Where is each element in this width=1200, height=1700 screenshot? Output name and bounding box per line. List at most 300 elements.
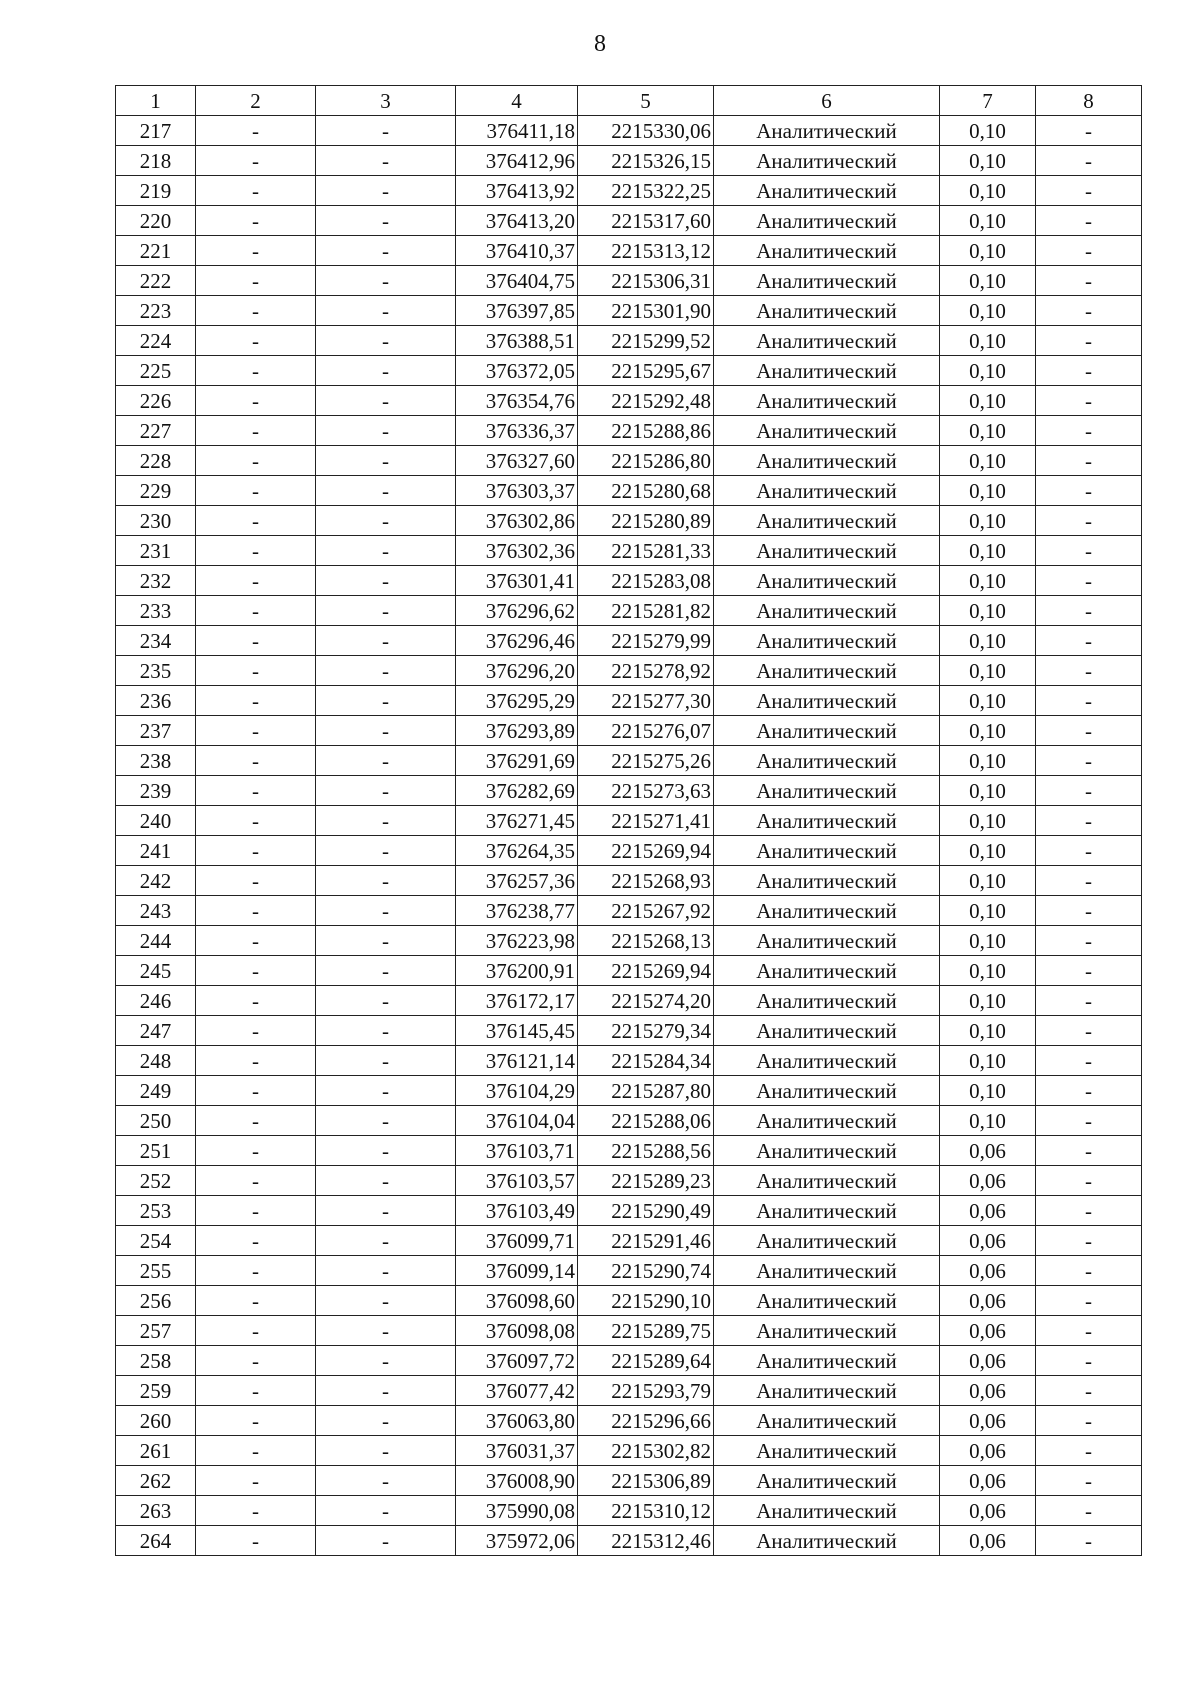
accuracy-cell: 0,10 <box>940 356 1036 386</box>
point-number-cell: 247 <box>116 1016 196 1046</box>
column-8-cell: - <box>1036 926 1142 956</box>
y-coordinate-cell: 2215279,34 <box>578 1016 714 1046</box>
accuracy-cell: 0,06 <box>940 1136 1036 1166</box>
point-number-cell: 240 <box>116 806 196 836</box>
point-number-cell: 252 <box>116 1166 196 1196</box>
column-8-cell: - <box>1036 1436 1142 1466</box>
column-2-cell: - <box>196 1436 316 1466</box>
accuracy-cell: 0,10 <box>940 566 1036 596</box>
accuracy-cell: 0,10 <box>940 506 1036 536</box>
point-number-cell: 249 <box>116 1076 196 1106</box>
column-header-1: 1 <box>116 86 196 116</box>
point-number-cell: 246 <box>116 986 196 1016</box>
table-header <box>116 86 1142 116</box>
column-header-7: 7 <box>940 86 1036 116</box>
column-3-cell: - <box>316 1046 456 1076</box>
column-8-cell: - <box>1036 116 1142 146</box>
column-3-cell: - <box>316 146 456 176</box>
point-number-cell: 258 <box>116 1346 196 1376</box>
column-2-cell: - <box>196 236 316 266</box>
y-coordinate-cell: 2215269,94 <box>578 836 714 866</box>
column-2-cell: - <box>196 866 316 896</box>
column-header-8: 8 <box>1036 86 1142 116</box>
point-number-cell: 226 <box>116 386 196 416</box>
y-coordinate-cell: 2215296,66 <box>578 1406 714 1436</box>
point-number-cell: 235 <box>116 656 196 686</box>
method-cell: Аналитический <box>714 626 940 656</box>
table-row <box>116 416 1142 446</box>
method-cell: Аналитический <box>714 1316 940 1346</box>
y-coordinate-cell: 2215289,75 <box>578 1316 714 1346</box>
column-8-cell: - <box>1036 536 1142 566</box>
method-cell: Аналитический <box>714 356 940 386</box>
y-coordinate-cell: 2215280,68 <box>578 476 714 506</box>
column-2-cell: - <box>196 626 316 656</box>
column-2-cell: - <box>196 806 316 836</box>
y-coordinate-cell: 2215283,08 <box>578 566 714 596</box>
column-8-cell: - <box>1036 1046 1142 1076</box>
table-row <box>116 1106 1142 1136</box>
method-cell: Аналитический <box>714 566 940 596</box>
point-number-cell: 243 <box>116 896 196 926</box>
point-number-cell: 255 <box>116 1256 196 1286</box>
column-2-cell: - <box>196 1496 316 1526</box>
column-8-cell: - <box>1036 1106 1142 1136</box>
column-2-cell: - <box>196 1376 316 1406</box>
column-3-cell: - <box>316 1526 456 1556</box>
accuracy-cell: 0,10 <box>940 326 1036 356</box>
x-coordinate-cell: 376388,51 <box>456 326 578 356</box>
method-cell: Аналитический <box>714 596 940 626</box>
column-2-cell: - <box>196 1076 316 1106</box>
point-number-cell: 239 <box>116 776 196 806</box>
column-8-cell: - <box>1036 716 1142 746</box>
column-2-cell: - <box>196 356 316 386</box>
accuracy-cell: 0,06 <box>940 1196 1036 1226</box>
method-cell: Аналитический <box>714 416 940 446</box>
accuracy-cell: 0,10 <box>940 836 1036 866</box>
point-number-cell: 220 <box>116 206 196 236</box>
column-8-cell: - <box>1036 896 1142 926</box>
column-3-cell: - <box>316 236 456 266</box>
point-number-cell: 257 <box>116 1316 196 1346</box>
accuracy-cell: 0,10 <box>940 686 1036 716</box>
point-number-cell: 241 <box>116 836 196 866</box>
column-8-cell: - <box>1036 356 1142 386</box>
point-number-cell: 219 <box>116 176 196 206</box>
table-row <box>116 566 1142 596</box>
accuracy-cell: 0,10 <box>940 716 1036 746</box>
y-coordinate-cell: 2215281,82 <box>578 596 714 626</box>
column-2-cell: - <box>196 986 316 1016</box>
accuracy-cell: 0,10 <box>940 806 1036 836</box>
column-3-cell: - <box>316 356 456 386</box>
table-row <box>116 986 1142 1016</box>
column-2-cell: - <box>196 1526 316 1556</box>
column-3-cell: - <box>316 1226 456 1256</box>
table-row <box>116 1286 1142 1316</box>
method-cell: Аналитический <box>714 386 940 416</box>
method-cell: Аналитический <box>714 836 940 866</box>
method-cell: Аналитический <box>714 146 940 176</box>
table-row <box>116 626 1142 656</box>
x-coordinate-cell: 376336,37 <box>456 416 578 446</box>
column-8-cell: - <box>1036 476 1142 506</box>
method-cell: Аналитический <box>714 776 940 806</box>
table-row <box>116 326 1142 356</box>
method-cell: Аналитический <box>714 296 940 326</box>
column-8-cell: - <box>1036 1136 1142 1166</box>
accuracy-cell: 0,10 <box>940 746 1036 776</box>
point-number-cell: 237 <box>116 716 196 746</box>
accuracy-cell: 0,10 <box>940 416 1036 446</box>
point-number-cell: 259 <box>116 1376 196 1406</box>
table-row <box>116 146 1142 176</box>
point-number-cell: 229 <box>116 476 196 506</box>
table-row <box>116 1166 1142 1196</box>
table-row <box>116 836 1142 866</box>
column-8-cell: - <box>1036 1316 1142 1346</box>
column-2-cell: - <box>196 416 316 446</box>
column-header-3: 3 <box>316 86 456 116</box>
column-8-cell: - <box>1036 866 1142 896</box>
table-row <box>116 1076 1142 1106</box>
y-coordinate-cell: 2215313,12 <box>578 236 714 266</box>
x-coordinate-cell: 375972,06 <box>456 1526 578 1556</box>
accuracy-cell: 0,10 <box>940 176 1036 206</box>
y-coordinate-cell: 2215326,15 <box>578 146 714 176</box>
column-8-cell: - <box>1036 836 1142 866</box>
table-row <box>116 686 1142 716</box>
method-cell: Аналитический <box>714 506 940 536</box>
accuracy-cell: 0,10 <box>940 1106 1036 1136</box>
accuracy-cell: 0,10 <box>940 1046 1036 1076</box>
column-2-cell: - <box>196 116 316 146</box>
table-row <box>116 1196 1142 1226</box>
column-3-cell: - <box>316 206 456 236</box>
column-8-cell: - <box>1036 1466 1142 1496</box>
column-3-cell: - <box>316 836 456 866</box>
y-coordinate-cell: 2215322,25 <box>578 176 714 206</box>
column-2-cell: - <box>196 1346 316 1376</box>
column-8-cell: - <box>1036 806 1142 836</box>
method-cell: Аналитический <box>714 716 940 746</box>
method-cell: Аналитический <box>714 1076 940 1106</box>
column-2-cell: - <box>196 1136 316 1166</box>
y-coordinate-cell: 2215290,10 <box>578 1286 714 1316</box>
column-3-cell: - <box>316 1466 456 1496</box>
y-coordinate-cell: 2215288,06 <box>578 1106 714 1136</box>
column-8-cell: - <box>1036 1226 1142 1256</box>
y-coordinate-cell: 2215274,20 <box>578 986 714 1016</box>
table-row <box>116 1256 1142 1286</box>
column-2-cell: - <box>196 746 316 776</box>
column-3-cell: - <box>316 1376 456 1406</box>
x-coordinate-cell: 376099,14 <box>456 1256 578 1286</box>
accuracy-cell: 0,10 <box>940 146 1036 176</box>
column-3-cell: - <box>316 806 456 836</box>
accuracy-cell: 0,06 <box>940 1226 1036 1256</box>
table-row <box>116 1016 1142 1046</box>
column-8-cell: - <box>1036 1016 1142 1046</box>
x-coordinate-cell: 376296,62 <box>456 596 578 626</box>
x-coordinate-cell: 376397,85 <box>456 296 578 326</box>
y-coordinate-cell: 2215281,33 <box>578 536 714 566</box>
y-coordinate-cell: 2215288,86 <box>578 416 714 446</box>
table-row <box>116 296 1142 326</box>
point-number-cell: 231 <box>116 536 196 566</box>
x-coordinate-cell: 376257,36 <box>456 866 578 896</box>
column-8-cell: - <box>1036 146 1142 176</box>
column-2-cell: - <box>196 446 316 476</box>
method-cell: Аналитический <box>714 746 940 776</box>
accuracy-cell: 0,10 <box>940 476 1036 506</box>
table-row <box>116 1346 1142 1376</box>
column-2-cell: - <box>196 1166 316 1196</box>
table-row <box>116 926 1142 956</box>
column-2-cell: - <box>196 836 316 866</box>
y-coordinate-cell: 2215289,23 <box>578 1166 714 1196</box>
y-coordinate-cell: 2215291,46 <box>578 1226 714 1256</box>
accuracy-cell: 0,10 <box>940 1076 1036 1106</box>
column-8-cell: - <box>1036 656 1142 686</box>
x-coordinate-cell: 376327,60 <box>456 446 578 476</box>
point-number-cell: 233 <box>116 596 196 626</box>
point-number-cell: 225 <box>116 356 196 386</box>
column-3-cell: - <box>316 1256 456 1286</box>
method-cell: Аналитический <box>714 536 940 566</box>
method-cell: Аналитический <box>714 926 940 956</box>
method-cell: Аналитический <box>714 896 940 926</box>
x-coordinate-cell: 376271,45 <box>456 806 578 836</box>
method-cell: Аналитический <box>714 1166 940 1196</box>
x-coordinate-cell: 376104,29 <box>456 1076 578 1106</box>
column-2-cell: - <box>196 686 316 716</box>
y-coordinate-cell: 2215289,64 <box>578 1346 714 1376</box>
method-cell: Аналитический <box>714 866 940 896</box>
header-row <box>116 86 1142 116</box>
column-2-cell: - <box>196 1286 316 1316</box>
y-coordinate-cell: 2215279,99 <box>578 626 714 656</box>
column-8-cell: - <box>1036 1286 1142 1316</box>
accuracy-cell: 0,06 <box>940 1436 1036 1466</box>
column-8-cell: - <box>1036 446 1142 476</box>
column-3-cell: - <box>316 266 456 296</box>
accuracy-cell: 0,10 <box>940 926 1036 956</box>
accuracy-cell: 0,10 <box>940 536 1036 566</box>
x-coordinate-cell: 376413,20 <box>456 206 578 236</box>
table-row <box>116 1526 1142 1556</box>
accuracy-cell: 0,10 <box>940 596 1036 626</box>
y-coordinate-cell: 2215299,52 <box>578 326 714 356</box>
y-coordinate-cell: 2215278,92 <box>578 656 714 686</box>
table-row <box>116 176 1142 206</box>
column-3-cell: - <box>316 716 456 746</box>
x-coordinate-cell: 376104,04 <box>456 1106 578 1136</box>
point-number-cell: 254 <box>116 1226 196 1256</box>
point-number-cell: 222 <box>116 266 196 296</box>
accuracy-cell: 0,06 <box>940 1496 1036 1526</box>
accuracy-cell: 0,06 <box>940 1526 1036 1556</box>
y-coordinate-cell: 2215267,92 <box>578 896 714 926</box>
method-cell: Аналитический <box>714 1526 940 1556</box>
y-coordinate-cell: 2215268,13 <box>578 926 714 956</box>
point-number-cell: 238 <box>116 746 196 776</box>
table-row <box>116 866 1142 896</box>
x-coordinate-cell: 376293,89 <box>456 716 578 746</box>
method-cell: Аналитический <box>714 1466 940 1496</box>
y-coordinate-cell: 2215293,79 <box>578 1376 714 1406</box>
column-3-cell: - <box>316 116 456 146</box>
method-cell: Аналитический <box>714 986 940 1016</box>
column-3-cell: - <box>316 296 456 326</box>
x-coordinate-cell: 376103,71 <box>456 1136 578 1166</box>
column-8-cell: - <box>1036 506 1142 536</box>
y-coordinate-cell: 2215275,26 <box>578 746 714 776</box>
y-coordinate-cell: 2215290,74 <box>578 1256 714 1286</box>
x-coordinate-cell: 376145,45 <box>456 1016 578 1046</box>
y-coordinate-cell: 2215317,60 <box>578 206 714 236</box>
table-row <box>116 1136 1142 1166</box>
method-cell: Аналитический <box>714 1226 940 1256</box>
column-8-cell: - <box>1036 746 1142 776</box>
column-2-cell: - <box>196 1106 316 1136</box>
column-3-cell: - <box>316 1136 456 1166</box>
method-cell: Аналитический <box>714 1436 940 1466</box>
x-coordinate-cell: 376103,57 <box>456 1166 578 1196</box>
accuracy-cell: 0,10 <box>940 656 1036 686</box>
accuracy-cell: 0,10 <box>940 296 1036 326</box>
y-coordinate-cell: 2215268,93 <box>578 866 714 896</box>
table-body <box>116 116 1142 1556</box>
point-number-cell: 236 <box>116 686 196 716</box>
column-3-cell: - <box>316 326 456 356</box>
y-coordinate-cell: 2215273,63 <box>578 776 714 806</box>
column-3-cell: - <box>316 1166 456 1196</box>
point-number-cell: 248 <box>116 1046 196 1076</box>
column-3-cell: - <box>316 956 456 986</box>
column-3-cell: - <box>316 566 456 596</box>
table-row <box>116 506 1142 536</box>
point-number-cell: 218 <box>116 146 196 176</box>
column-8-cell: - <box>1036 776 1142 806</box>
column-3-cell: - <box>316 746 456 776</box>
accuracy-cell: 0,06 <box>940 1316 1036 1346</box>
method-cell: Аналитический <box>714 326 940 356</box>
table-row <box>116 386 1142 416</box>
x-coordinate-cell: 376264,35 <box>456 836 578 866</box>
column-8-cell: - <box>1036 1376 1142 1406</box>
table-row <box>116 656 1142 686</box>
table-row <box>116 1226 1142 1256</box>
table-row <box>116 266 1142 296</box>
column-2-cell: - <box>196 1046 316 1076</box>
point-number-cell: 234 <box>116 626 196 656</box>
x-coordinate-cell: 376031,37 <box>456 1436 578 1466</box>
accuracy-cell: 0,10 <box>940 206 1036 236</box>
column-header-4: 4 <box>456 86 578 116</box>
column-8-cell: - <box>1036 956 1142 986</box>
column-3-cell: - <box>316 416 456 446</box>
coordinates-table <box>115 85 1142 1556</box>
point-number-cell: 244 <box>116 926 196 956</box>
column-8-cell: - <box>1036 1406 1142 1436</box>
method-cell: Аналитический <box>714 1346 940 1376</box>
table-row <box>116 806 1142 836</box>
column-2-cell: - <box>196 896 316 926</box>
x-coordinate-cell: 376302,36 <box>456 536 578 566</box>
accuracy-cell: 0,06 <box>940 1376 1036 1406</box>
x-coordinate-cell: 376302,86 <box>456 506 578 536</box>
x-coordinate-cell: 376097,72 <box>456 1346 578 1376</box>
accuracy-cell: 0,10 <box>940 266 1036 296</box>
method-cell: Аналитический <box>714 956 940 986</box>
x-coordinate-cell: 376413,92 <box>456 176 578 206</box>
column-3-cell: - <box>316 986 456 1016</box>
point-number-cell: 263 <box>116 1496 196 1526</box>
table-row <box>116 446 1142 476</box>
table-row <box>116 1376 1142 1406</box>
table-row <box>116 356 1142 386</box>
x-coordinate-cell: 376099,71 <box>456 1226 578 1256</box>
x-coordinate-cell: 376282,69 <box>456 776 578 806</box>
column-3-cell: - <box>316 1106 456 1136</box>
method-cell: Аналитический <box>714 1196 940 1226</box>
point-number-cell: 264 <box>116 1526 196 1556</box>
table-row <box>116 206 1142 236</box>
point-number-cell: 227 <box>116 416 196 446</box>
column-8-cell: - <box>1036 266 1142 296</box>
x-coordinate-cell: 376172,17 <box>456 986 578 1016</box>
column-2-cell: - <box>196 1196 316 1226</box>
x-coordinate-cell: 375990,08 <box>456 1496 578 1526</box>
y-coordinate-cell: 2215284,34 <box>578 1046 714 1076</box>
table-row <box>116 716 1142 746</box>
point-number-cell: 250 <box>116 1106 196 1136</box>
table-row <box>116 116 1142 146</box>
column-8-cell: - <box>1036 206 1142 236</box>
point-number-cell: 245 <box>116 956 196 986</box>
y-coordinate-cell: 2215302,82 <box>578 1436 714 1466</box>
point-number-cell: 260 <box>116 1406 196 1436</box>
accuracy-cell: 0,06 <box>940 1466 1036 1496</box>
accuracy-cell: 0,06 <box>940 1346 1036 1376</box>
x-coordinate-cell: 376238,77 <box>456 896 578 926</box>
method-cell: Аналитический <box>714 1376 940 1406</box>
x-coordinate-cell: 376063,80 <box>456 1406 578 1436</box>
column-3-cell: - <box>316 1436 456 1466</box>
accuracy-cell: 0,06 <box>940 1406 1036 1436</box>
column-8-cell: - <box>1036 596 1142 626</box>
column-2-cell: - <box>196 1406 316 1436</box>
method-cell: Аналитический <box>714 476 940 506</box>
table-row <box>116 1436 1142 1466</box>
y-coordinate-cell: 2215292,48 <box>578 386 714 416</box>
point-number-cell: 223 <box>116 296 196 326</box>
column-3-cell: - <box>316 866 456 896</box>
table-row <box>116 1316 1142 1346</box>
page-number: 8 <box>594 31 606 57</box>
x-coordinate-cell: 376098,08 <box>456 1316 578 1346</box>
accuracy-cell: 0,06 <box>940 1256 1036 1286</box>
method-cell: Аналитический <box>714 1496 940 1526</box>
point-number-cell: 221 <box>116 236 196 266</box>
x-coordinate-cell: 376103,49 <box>456 1196 578 1226</box>
accuracy-cell: 0,10 <box>940 896 1036 926</box>
column-3-cell: - <box>316 1286 456 1316</box>
column-8-cell: - <box>1036 326 1142 356</box>
method-cell: Аналитический <box>714 266 940 296</box>
